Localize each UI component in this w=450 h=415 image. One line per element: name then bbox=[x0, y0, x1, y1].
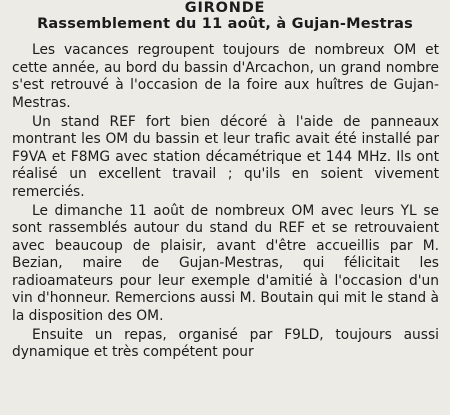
paragraph: Ensuite un repas, organisé par F9LD, toujours aussi dynamique et très compétent pour bbox=[12, 326, 439, 360]
paragraph: Les vacances regroupent toujours de nombreux OM et cette année, au bord du bassin d'Arcachon, un grand nombre s'est retrouvé à l'occasion de la foire aux huîtres de Gujan-Mestras. bbox=[12, 42, 439, 111]
paragraph: Le dimanche 11 août de nombreux OM avec leurs YL se sont rassemblés autour du stand du REF et se retrouvaient avec beaucoup de plaisir, avant d'être accueillis par M. Bezian, maire de Gujan-Mestras, qui félicitait les radioamateurs pour leur exemple d'amitié à l'occasion d'un vin d'honneur. Remercions aussi M. Boutain qui mit le stand à la disposition des OM. bbox=[12, 202, 439, 324]
article-title: Rassemblement du 11 août, à Gujan-Mestras bbox=[37, 16, 413, 32]
section-heading: GIRONDE bbox=[184, 0, 266, 16]
paragraph: Un stand REF fort bien décoré à l'aide de panneaux montrant les OM du bassin et leur trafic avait été installé par F9VA et F8MG avec station décamétrique et 144 MHz. Ils ont réalisé un excellent travail ; qu'ils en soient vivement remerciés. bbox=[12, 113, 439, 200]
article-body bbox=[12, 42, 439, 362]
